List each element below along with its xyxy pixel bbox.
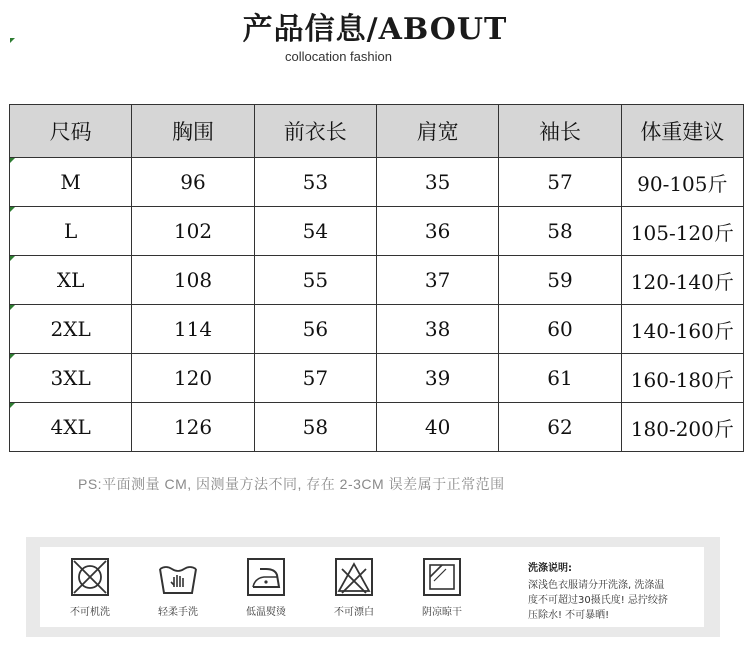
- table-row: [10, 354, 744, 403]
- column-header: 胸围: [132, 105, 254, 158]
- care-label: 阴凉晾干: [422, 607, 462, 618]
- table-cell: 3XL: [10, 354, 132, 403]
- table-row: [10, 207, 744, 256]
- column-header: 肩宽: [376, 105, 498, 158]
- table-cell: 40: [376, 403, 498, 452]
- column-header: 前衣长: [254, 105, 376, 158]
- table-row: [10, 403, 744, 452]
- care-label: 轻柔手洗: [158, 607, 198, 618]
- care-item-shade-dry: [407, 555, 477, 618]
- table-row: [10, 256, 744, 305]
- table-cell: 2XL: [10, 305, 132, 354]
- table-cell: 114: [132, 305, 254, 354]
- column-header: 尺码: [10, 105, 132, 158]
- table-cell: M: [10, 158, 132, 207]
- table-cell: 96: [132, 158, 254, 207]
- care-label: 不可机洗: [70, 607, 110, 618]
- care-inner-panel: [40, 547, 704, 627]
- table-cell: 37: [376, 256, 498, 305]
- table-cell: 55: [254, 256, 376, 305]
- care-item-gentle-hand-wash: [143, 555, 213, 618]
- table-cell: 36: [376, 207, 498, 256]
- table-cell: 160-180斤: [621, 354, 743, 403]
- table-cell: XL: [10, 256, 132, 305]
- table-cell: 53: [254, 158, 376, 207]
- gentle-hand-wash-icon: [156, 555, 200, 599]
- measurement-note: PS:平面测量 CM, 因测量方法不同, 存在 2-3CM 误差属于正常范围: [78, 476, 505, 492]
- table-cell: 58: [499, 207, 621, 256]
- shade-dry-icon: [420, 555, 464, 599]
- table-cell: 4XL: [10, 403, 132, 452]
- table-cell: 54: [254, 207, 376, 256]
- instructions-line: 深浅色衣服请分开洗涤, 洗涤温: [528, 580, 665, 591]
- table-cell: 59: [499, 256, 621, 305]
- column-header: 体重建议: [621, 105, 743, 158]
- table-header-row: [10, 105, 744, 158]
- table-cell: 57: [254, 354, 376, 403]
- table-cell: 120: [132, 354, 254, 403]
- table-cell: 126: [132, 403, 254, 452]
- table-cell: 60: [499, 305, 621, 354]
- table-cell: 57: [499, 158, 621, 207]
- table-row: [10, 158, 744, 207]
- table-cell: 56: [254, 305, 376, 354]
- table-row: [10, 305, 744, 354]
- care-item-no-machine-wash: [55, 555, 125, 618]
- page-title: 产品信息/ABOUT: [242, 12, 508, 47]
- column-header: 袖长: [499, 105, 621, 158]
- care-item-low-temp-iron: [231, 555, 301, 618]
- table-cell: 102: [132, 207, 254, 256]
- table-cell: 90-105斤: [621, 158, 743, 207]
- care-instructions-panel: [26, 537, 720, 637]
- washing-instructions: [528, 561, 706, 623]
- table-cell: 58: [254, 403, 376, 452]
- table-cell: 39: [376, 354, 498, 403]
- low-temp-iron-icon: [244, 555, 288, 599]
- instructions-line: 压除水! 不可暴晒!: [528, 610, 610, 621]
- table-cell: 62: [499, 403, 621, 452]
- instructions-title: 洗涤说明:: [528, 563, 572, 574]
- table-cell: 140-160斤: [621, 305, 743, 354]
- care-label: 不可漂白: [334, 607, 374, 618]
- table-cell: 180-200斤: [621, 403, 743, 452]
- table-cell: 35: [376, 158, 498, 207]
- no-machine-wash-icon: [68, 555, 112, 599]
- table-cell: 108: [132, 256, 254, 305]
- table-cell: 61: [499, 354, 621, 403]
- table-cell: 105-120斤: [621, 207, 743, 256]
- table-cell: 120-140斤: [621, 256, 743, 305]
- size-table: [9, 104, 744, 452]
- page-subtitle: collocation fashion: [285, 49, 392, 64]
- table-cell: L: [10, 207, 132, 256]
- no-bleach-icon: [332, 555, 376, 599]
- table-cell: 38: [376, 305, 498, 354]
- instructions-line: 度不可超过30摄氏度! 忌拧绞挤: [528, 595, 668, 606]
- care-label: 低温熨烫: [246, 607, 286, 618]
- care-item-no-bleach: [319, 555, 389, 618]
